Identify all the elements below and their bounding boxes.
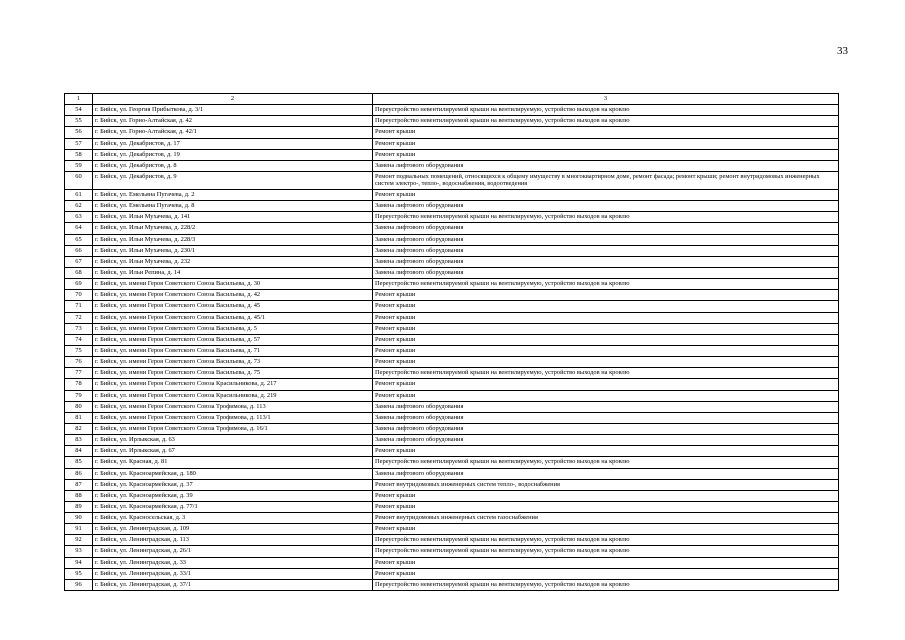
row-number-cell: 78 [65, 379, 93, 390]
table-row [65, 127, 839, 138]
column-header-address: 2 [93, 94, 373, 105]
table-row [65, 245, 839, 256]
address-cell: г. Бийск, ул. имени Героя Советского Союза Васильева, д. 5 [93, 323, 373, 334]
table-row [65, 149, 839, 160]
table-row [65, 357, 839, 368]
table-row [65, 105, 839, 116]
address-cell: г. Бийск, ул. Декабристов, д. 19 [93, 149, 373, 160]
row-number-cell: 94 [65, 557, 93, 568]
column-header-number: 1 [65, 94, 93, 105]
row-number-cell: 89 [65, 501, 93, 512]
table-row [65, 501, 839, 512]
page-number: 33 [837, 45, 848, 57]
table-row [65, 568, 839, 579]
work-type-cell: Ремонт подвальных помещений, относящихся к общему имуществу в многоквартирном доме, ремонт фасада; ремонт крыши; ремонт внутридомовых инженерных систем электро-, тепло-, водоснабжения, водоотведения [373, 171, 839, 189]
column-header-work: 3 [373, 94, 839, 105]
address-cell: г. Бийск, ул. имени Героя Советского Союза Васильева, д. 73 [93, 357, 373, 368]
table-row [65, 524, 839, 535]
work-type-cell: Ремонт крыши [373, 138, 839, 149]
table-row [65, 323, 839, 334]
work-type-cell: Замена лифтового оборудования [373, 223, 839, 234]
table-row [65, 223, 839, 234]
work-type-cell: Переустройство невентилируемой крыши на вентилируемую, устройство выходов на кровлю [373, 457, 839, 468]
row-number-cell: 87 [65, 479, 93, 490]
work-type-cell: Ремонт крыши [373, 127, 839, 138]
row-number-cell: 57 [65, 138, 93, 149]
table-row [65, 446, 839, 457]
work-type-cell: Замена лифтового оборудования [373, 201, 839, 212]
address-cell: г. Бийск, ул. Красноармейская, д. 77/1 [93, 501, 373, 512]
work-type-cell: Ремонт крыши [373, 189, 839, 200]
work-type-cell: Переустройство невентилируемой крыши на вентилируемую, устройство выходов на кровлю [373, 116, 839, 127]
row-number-cell: 63 [65, 212, 93, 223]
work-type-cell: Замена лифтового оборудования [373, 267, 839, 278]
address-cell: г. Бийск, ул. Ленинградская, д. 26/1 [93, 546, 373, 557]
address-cell: г. Бийск, ул. имени Героя Советского Союза Васильева, д. 45 [93, 301, 373, 312]
table-row [65, 256, 839, 267]
row-number-cell: 82 [65, 423, 93, 434]
row-number-cell: 54 [65, 105, 93, 116]
row-number-cell: 72 [65, 312, 93, 323]
table-row [65, 579, 839, 590]
address-cell: г. Бийск, ул. имени Героя Советского Союза Трофимова, д. 113 [93, 401, 373, 412]
work-type-cell: Переустройство невентилируемой крыши на вентилируемую, устройство выходов на кровлю [373, 368, 839, 379]
address-cell: г. Бийск, ул. Ленинградская, д. 33/1 [93, 568, 373, 579]
table-row [65, 189, 839, 200]
table-row [65, 290, 839, 301]
address-cell: г. Бийск, ул. имени Героя Советского Союза Красильникова, д. 217 [93, 379, 373, 390]
row-number-cell: 93 [65, 546, 93, 557]
address-cell: г. Бийск, ул. имени Героя Советского Союза Васильева, д. 57 [93, 334, 373, 345]
row-number-cell: 56 [65, 127, 93, 138]
address-cell: г. Бийск, ул. имени Героя Советского Союза Красильникова, д. 219 [93, 390, 373, 401]
work-type-cell: Переустройство невентилируемой крыши на вентилируемую, устройство выходов на кровлю [373, 579, 839, 590]
row-number-cell: 68 [65, 267, 93, 278]
table-row [65, 301, 839, 312]
work-type-cell: Ремонт крыши [373, 446, 839, 457]
address-cell: г. Бийск, ул. Декабристов, д. 9 [93, 171, 373, 189]
address-cell: г. Бийск, ул. Емельяна Пугачева, д. 8 [93, 201, 373, 212]
table-row [65, 423, 839, 434]
work-type-cell: Замена лифтового оборудования [373, 245, 839, 256]
address-cell: г. Бийск, ул. Красноармейская, д. 39 [93, 490, 373, 501]
table-row [65, 160, 839, 171]
address-cell: г. Бийск, ул. Красноармейская, д. 180 [93, 468, 373, 479]
work-type-cell: Переустройство невентилируемой крыши на вентилируемую, устройство выходов на кровлю [373, 105, 839, 116]
table-row [65, 435, 839, 446]
table-row [65, 212, 839, 223]
address-cell: г. Бийск, ул. Ильи Мухачева, д. 230/1 [93, 245, 373, 256]
row-number-cell: 75 [65, 345, 93, 356]
work-type-cell: Ремонт крыши [373, 149, 839, 160]
address-cell: г. Бийск, ул. имени Героя Советского Союза Трофимова, д. 113/1 [93, 412, 373, 423]
row-number-cell: 76 [65, 357, 93, 368]
table-row [65, 368, 839, 379]
table-row [65, 401, 839, 412]
work-type-cell: Ремонт внутридомовых инженерных систем газоснабжения [373, 513, 839, 524]
work-type-cell: Ремонт крыши [373, 301, 839, 312]
row-number-cell: 96 [65, 579, 93, 590]
table-row [65, 312, 839, 323]
work-type-cell: Ремонт крыши [373, 390, 839, 401]
work-type-cell: Замена лифтового оборудования [373, 401, 839, 412]
row-number-cell: 92 [65, 535, 93, 546]
address-cell: г. Бийск, ул. Красносельская, д. 3 [93, 513, 373, 524]
table-row [65, 171, 839, 189]
work-type-cell: Ремонт крыши [373, 312, 839, 323]
row-number-cell: 88 [65, 490, 93, 501]
address-cell: г. Бийск, ул. имени Героя Советского Союза Васильева, д. 42 [93, 290, 373, 301]
row-number-cell: 73 [65, 323, 93, 334]
work-type-cell: Ремонт внутридомовых инженерных систем тепло-, водоснабжения [373, 479, 839, 490]
table-row [65, 557, 839, 568]
table-row [65, 457, 839, 468]
row-number-cell: 86 [65, 468, 93, 479]
address-cell: г. Бийск, ул. Декабристов, д. 8 [93, 160, 373, 171]
address-cell: г. Бийск, ул. Емельяна Пугачева, д. 2 [93, 189, 373, 200]
work-type-cell: Ремонт крыши [373, 557, 839, 568]
address-cell: г. Бийск, ул. Ленинградская, д. 33 [93, 557, 373, 568]
row-number-cell: 55 [65, 116, 93, 127]
row-number-cell: 95 [65, 568, 93, 579]
address-cell: г. Бийск, ул. Ленинградская, д. 113 [93, 535, 373, 546]
address-cell: г. Бийск, ул. имени Героя Советского Союза Васильева, д. 71 [93, 345, 373, 356]
address-cell: г. Бийск, ул. имени Героя Советского Союза Трофимова, д. 16/1 [93, 423, 373, 434]
row-number-cell: 62 [65, 201, 93, 212]
address-cell: г. Бийск, ул. Ильи Мухачева, д. 228/3 [93, 234, 373, 245]
address-cell: г. Бийск, ул. имени Героя Советского Союза Васильева, д. 45/1 [93, 312, 373, 323]
row-number-cell: 67 [65, 256, 93, 267]
row-number-cell: 77 [65, 368, 93, 379]
row-number-cell: 91 [65, 524, 93, 535]
table-row [65, 201, 839, 212]
row-number-cell: 83 [65, 435, 93, 446]
table-row [65, 546, 839, 557]
row-number-cell: 69 [65, 279, 93, 290]
work-type-cell: Переустройство невентилируемой крыши на вентилируемую, устройство выходов на кровлю [373, 279, 839, 290]
work-type-cell: Ремонт крыши [373, 323, 839, 334]
work-type-cell: Замена лифтового оборудования [373, 423, 839, 434]
address-cell: г. Бийск, ул. Ильи Мухачева, д. 232 [93, 256, 373, 267]
address-cell: г. Бийск, ул. Ирлыкская, д. 67 [93, 446, 373, 457]
address-cell: г. Бийск, ул. Красноармейская, д. 37 [93, 479, 373, 490]
address-cell: г. Бийск, ул. Георгия Прибыткова, д. 3/1 [93, 105, 373, 116]
row-number-cell: 61 [65, 189, 93, 200]
work-type-cell: Замена лифтового оборудования [373, 160, 839, 171]
table-row [65, 468, 839, 479]
work-type-cell: Ремонт крыши [373, 501, 839, 512]
table-row [65, 390, 839, 401]
row-number-cell: 64 [65, 223, 93, 234]
table-row [65, 379, 839, 390]
work-type-cell: Переустройство невентилируемой крыши на вентилируемую, устройство выходов на кровлю [373, 535, 839, 546]
work-type-cell: Ремонт крыши [373, 334, 839, 345]
row-number-cell: 66 [65, 245, 93, 256]
row-number-cell: 81 [65, 412, 93, 423]
work-type-cell: Ремонт крыши [373, 490, 839, 501]
table-row [65, 138, 839, 149]
address-cell: г. Бийск, ул. Ирлыкская, д. 63 [93, 435, 373, 446]
work-type-cell: Ремонт крыши [373, 357, 839, 368]
row-number-cell: 85 [65, 457, 93, 468]
table-row [65, 412, 839, 423]
table-row [65, 479, 839, 490]
row-number-cell: 70 [65, 290, 93, 301]
row-number-cell: 80 [65, 401, 93, 412]
address-cell: г. Бийск, ул. Горно-Алтайская, д. 42 [93, 116, 373, 127]
address-cell: г. Бийск, ул. Горно-Алтайская, д. 42/1 [93, 127, 373, 138]
address-cell: г. Бийск, ул. Ильи Репина, д. 14 [93, 267, 373, 278]
table-row [65, 345, 839, 356]
address-cell: г. Бийск, ул. Красная, д. 81 [93, 457, 373, 468]
address-cell: г. Бийск, ул. Ильи Мухачева, д. 141 [93, 212, 373, 223]
work-type-cell: Ремонт крыши [373, 290, 839, 301]
table-row [65, 535, 839, 546]
work-type-cell: Замена лифтового оборудования [373, 435, 839, 446]
work-type-cell: Ремонт крыши [373, 568, 839, 579]
work-type-cell: Переустройство невентилируемой крыши на вентилируемую, устройство выходов на кровлю [373, 546, 839, 557]
table-row [65, 279, 839, 290]
table-row [65, 490, 839, 501]
work-type-cell: Ремонт крыши [373, 345, 839, 356]
table-row [65, 234, 839, 245]
work-type-cell: Замена лифтового оборудования [373, 256, 839, 267]
address-cell: г. Бийск, ул. Декабристов, д. 17 [93, 138, 373, 149]
address-cell: г. Бийск, ул. Ленинградская, д. 37/1 [93, 579, 373, 590]
table-row [65, 513, 839, 524]
table-header-row [65, 94, 839, 105]
row-number-cell: 79 [65, 390, 93, 401]
work-type-cell: Ремонт крыши [373, 379, 839, 390]
work-type-cell: Ремонт крыши [373, 524, 839, 535]
work-type-cell: Замена лифтового оборудования [373, 234, 839, 245]
table-row [65, 334, 839, 345]
row-number-cell: 74 [65, 334, 93, 345]
row-number-cell: 59 [65, 160, 93, 171]
row-number-cell: 60 [65, 171, 93, 189]
row-number-cell: 71 [65, 301, 93, 312]
table-row [65, 267, 839, 278]
address-cell: г. Бийск, ул. имени Героя Советского Союза Васильева, д. 30 [93, 279, 373, 290]
work-type-cell: Замена лифтового оборудования [373, 468, 839, 479]
work-type-cell: Переустройство невентилируемой крыши на вентилируемую, устройство выходов на кровлю [373, 212, 839, 223]
row-number-cell: 84 [65, 446, 93, 457]
row-number-cell: 58 [65, 149, 93, 160]
row-number-cell: 90 [65, 513, 93, 524]
address-cell: г. Бийск, ул. Ильи Мухачева, д. 228/2 [93, 223, 373, 234]
work-type-cell: Замена лифтового оборудования [373, 412, 839, 423]
address-table [64, 93, 839, 591]
row-number-cell: 65 [65, 234, 93, 245]
address-cell: г. Бийск, ул. Ленинградская, д. 109 [93, 524, 373, 535]
address-cell: г. Бийск, ул. имени Героя Советского Союза Васильева, д. 75 [93, 368, 373, 379]
table-row [65, 116, 839, 127]
